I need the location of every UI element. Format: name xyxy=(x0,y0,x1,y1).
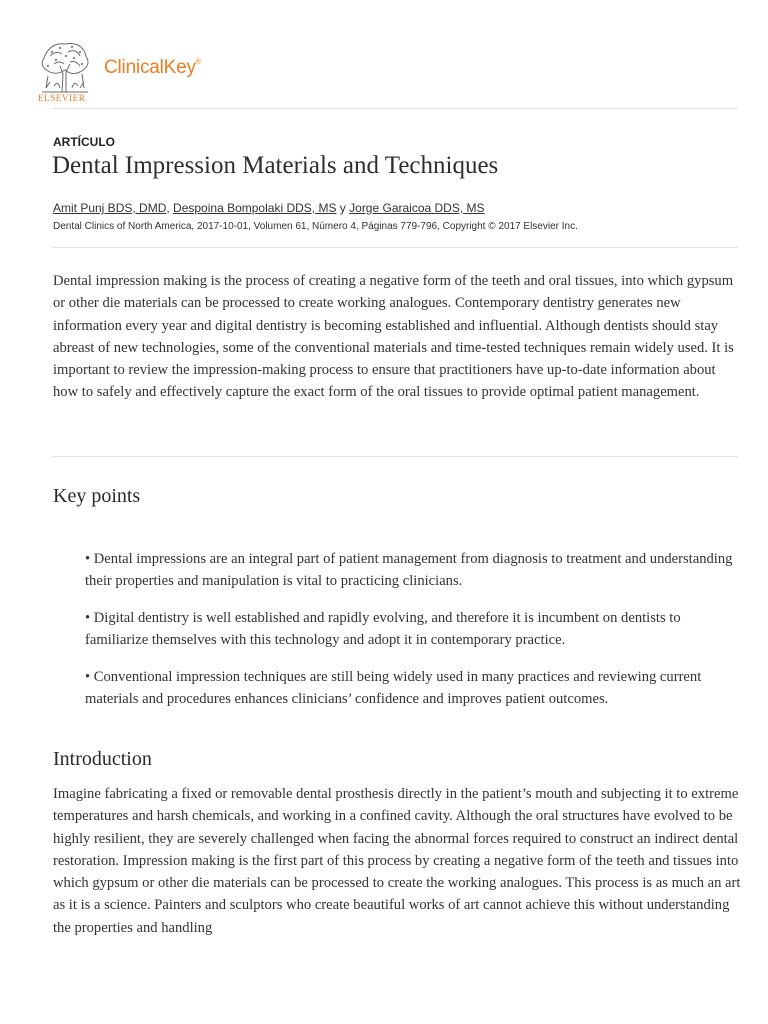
key-point-item: • Digital dentistry is well established and rapidly evolving, and therefore it is incumbent on dentists to familiarize themselves with this technology and adopt it in contemporary practice. xyxy=(85,610,681,649)
citation-line: Dental Clinics of North America, 2017-10-01, Volumen 61, Número 4, Páginas 779-796, Copyright © 2017 Elsevier Inc. xyxy=(53,221,578,232)
key-point-item: • Conventional impression techniques are still being widely used in many practices and reviewing current materials and procedures enhances clinicians’ confidence and improves patient outcomes. xyxy=(85,669,702,708)
meta-divider xyxy=(52,247,738,248)
author-link[interactable]: Despoina Bompolaki DDS, MS xyxy=(173,201,337,215)
registered-mark: ® xyxy=(195,59,201,66)
author-separator: y xyxy=(339,201,346,215)
author-separator: , xyxy=(166,201,170,215)
author-link[interactable]: Jorge Garaicoa DDS, MS xyxy=(349,201,485,215)
abstract-divider xyxy=(52,456,738,457)
article-title: Dental Impression Materials and Techniques xyxy=(52,152,499,179)
introduction-heading: Introduction xyxy=(53,748,152,770)
introduction-paragraph: Imagine fabricating a fixed or removable dental prosthesis directly in the patient’s mouth and subjecting it to extreme temperatures and harsh chemicals, and working in a confined cavity. Although the oral structures have evolved to be highly resilient, they are severely challenged when facing the abnormal forces required to construct an indirect dental restoration. Impression making is the first part of this process by creating a negative form of the teeth and tissues into which gypsum or other die materials can be processed to create the working analogues. This process is as much an art as it is a science. Painters and sculptors who create beautiful works of art cannot achieve this without understanding the properties and handling xyxy=(53,786,741,936)
article-type: ARTÍCULO xyxy=(53,135,115,149)
key-points-heading: Key points xyxy=(53,485,141,507)
header-divider xyxy=(52,108,738,109)
elsevier-wordmark: ELSEVIER xyxy=(38,93,86,103)
author-list xyxy=(53,201,485,215)
brand-name: ClinicalKey xyxy=(104,57,196,78)
author-link[interactable]: Amit Punj BDS, DMD xyxy=(53,201,167,215)
key-point-item: • Dental impressions are an integral part of patient management from diagnosis to treatment and understanding their properties and manipulation is vital to practicing clinicians. xyxy=(85,551,733,590)
clinicalkey-logo[interactable] xyxy=(104,57,201,79)
abstract-paragraph: Dental impression making is the process of creating a negative form of the teeth and oral tissues, into which gypsum or other die materials can be processed to create working analogues. Contemporary dentistry generates new information every year and digital dentistry is becoming established and influential. Although dentists should stay abreast of new technologies, some of the conventional materials and time-tested techniques remain widely used. It is important to review the impression-making process to ensure that practitioners have up-to-date information about how to safely and effectively capture the exact form of the oral tissues to provide optimal patient management. xyxy=(53,273,734,401)
site-header xyxy=(0,0,768,110)
